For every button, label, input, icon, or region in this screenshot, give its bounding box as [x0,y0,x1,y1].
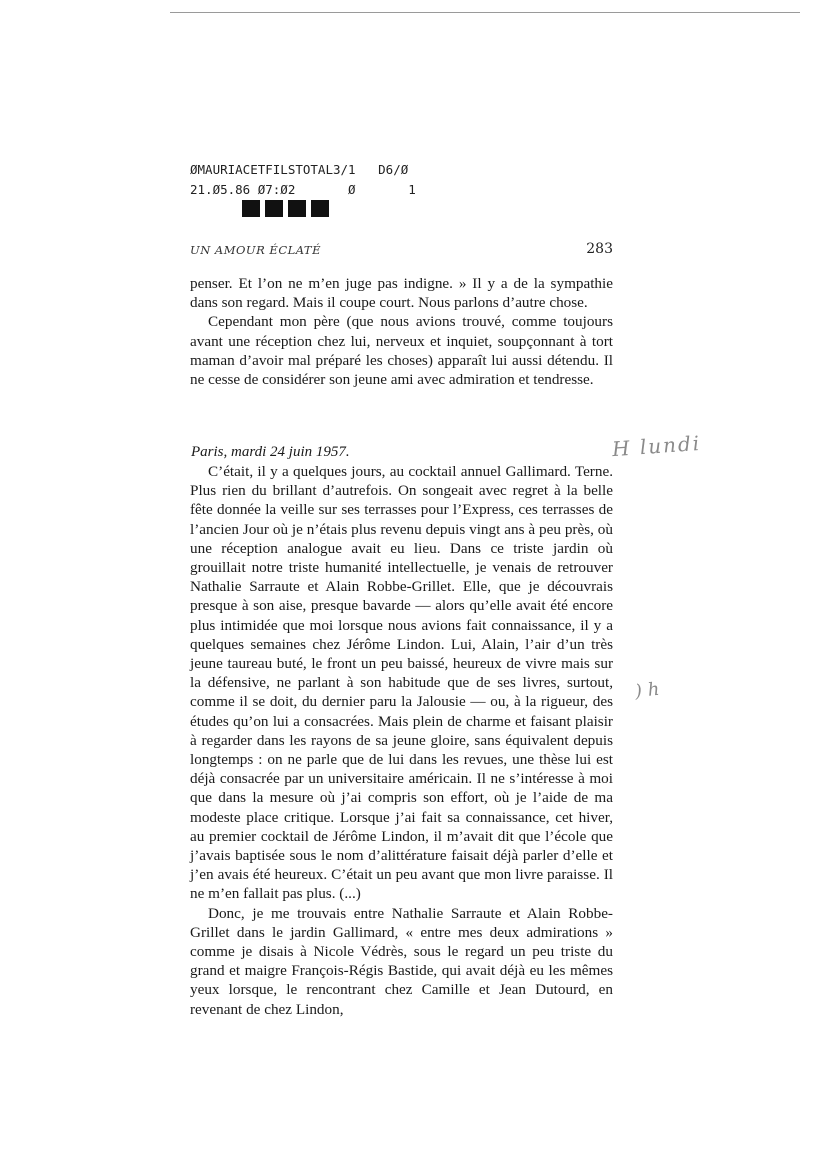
scan-top-rule [170,12,800,13]
paragraph: Donc, je me trouvais entre Nathalie Sarraute et Alain Robbe-Grillet dans le jardin Gallimard, « entre mes deux admirations » comme je disais à Nicole Védrès, sous le regard un peu triste du grand et maigre François-Régis Bastide, qui avait déjà eu les mêmes yeux lorsque, le rencontrant chez Camille et Jean Dutourd, en revenant de chez Lindon, [190,904,613,1018]
paragraph: C’était, il y a quelques jours, au cocktail annuel Gallimard. Terne. Plus rien du brillant d’autrefois. On songeait avec regret à la belle fête donnée la veille sur ses terrasses pour l’Express, ces terrasses de l’ancien Jour où je n’étais plus revenu depuis vingt ans à peu près, où une réception analogue avait eu lieu. Dans ce triste jardin où grouillait notre triste humanité intellectuelle, je venais de retrouver Nathalie Sarraute et Alain Robbe-Grillet. Elle, que je découvrais presque à son aise, presque bavarde — alors qu’elle avait été encore plus intimidée que moi lorsque nous avions fait connaissance, il y a quelques semaines chez Jérôme Lindon. Lui, Alain, l’air d’un très jeune taureau buté, le front un peu baissé, heureux de vivre mais sur la défensive, ne parlant à son habitude que de ses livres, surtout, comme il se doit, du dernier paru la Jalousie — ou, à la rigueur, des études qu’on lui a consacrées. Mais plein de charme et faisant plaisir à regarder dans les rayons de sa jeune gloire, sans équivalent depuis longtemps : on ne parle que de lui dans les revues, une thèse lui est déjà consacrée par un universitaire américain. Il ne s’intéresse à moi que dans la mesure où j’ai compris son effort, où je l’aide de ma modeste place critique. Lorsque j’ai fait sa connaissance, cet hiver, au premier cocktail de Jérôme Lindon, il m’avait dit que l’école que j’avais baptisée sous le nom d’alittérature faisait déjà parler d’elle et j’en avais été heureux. C’était un peu avant que mon livre paraisse. Il ne m’en fallait pas plus. (...) [190,463,613,903]
page-number: 283 [586,241,613,257]
text-block-top [190,274,613,389]
paragraph: penser. Et l’on ne m’en juge pas indigne. » Il y a de la sympathie dans son regard. Mais il coupe court. Nous parlons d’autre chose. [190,275,613,312]
paragraph: Cependant mon père (que nous avions trouvé, comme toujours avant une réception chez lui, nerveux et inquiet, soupçonnant à tort maman d’avoir mal préparé les choses) apparaît lui aussi détendu. Il ne cesse de considérer son jeune ami avec admiration et tendresse. [190,313,613,389]
handwritten-margin-note: H lundi [611,430,702,462]
text-block-main [190,462,613,1019]
running-head [190,243,613,261]
slug-block [242,200,260,217]
running-head-title: UN AMOUR ÉCLATÉ [190,243,321,257]
typesetting-slug-line-1: ØMAURIACETFILSTOTAL3/1 D6/Ø [190,162,409,177]
diary-dateline: Paris, mardi 24 juin 1957. [191,444,350,460]
slug-marker-blocks [242,200,329,217]
slug-block [311,200,329,217]
slug-block [265,200,283,217]
handwritten-margin-mark: ) h [633,678,661,703]
slug-block [288,200,306,217]
typesetting-slug-line-2: 21.Ø5.86 Ø7:Ø2 Ø 1 [190,182,416,197]
